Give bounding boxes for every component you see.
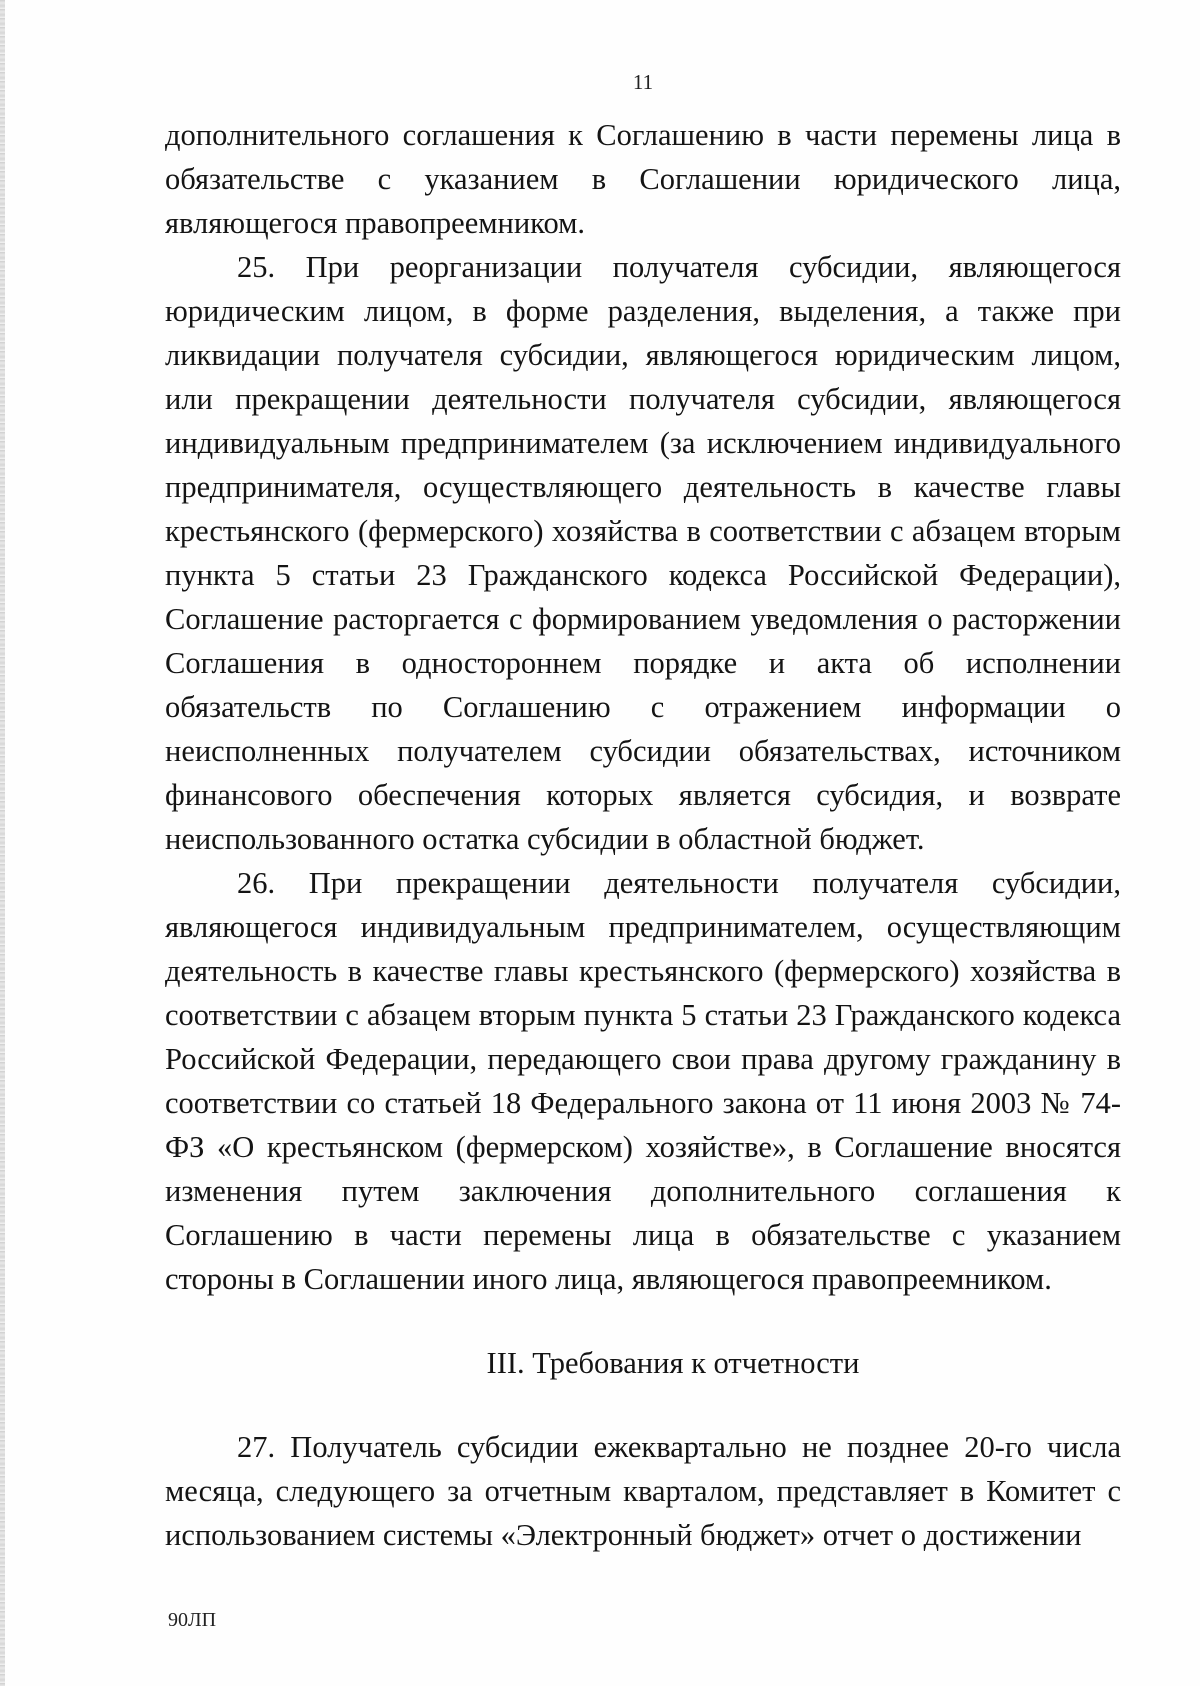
paragraph-26: 26. При прекращении деятельности получателя субсидии, являющегося индивидуальным предпринимателем, осуществляющим деятельность в качестве главы крестьянского (фермерского) хозяйства в соответствии с абзацем вторым пункта 5 статьи 23 Гражданского кодекса Российской Федерации, передающего свои права другому гражданину в соответствии со статьей 18 Федерального закона от 11 июня 2003 № 74-ФЗ «О крестьянском (фермерском) хозяйстве», в Соглашение вносятся изменения путем заключения дополнительного соглашения к Соглашению в части перемены лица в обязательстве с указанием стороны в Соглашении иного лица, являющегося правопреемником. <box>165 866 1121 1296</box>
paragraph-27: 27. Получатель субсидии ежеквартально не позднее 20-го числа месяца, следующего за отчетным кварталом, представляет в Комитет с использованием системы «Электронный бюджет» отчет о достижении <box>165 1430 1121 1552</box>
page-number: 11 <box>632 70 654 94</box>
paragraph-25: 25. При реорганизации получателя субсидии, являющегося юридическим лицом, в форме разделения, выделения, а также при ликвидации получателя субсидии, являющегося юридическим лицом, или прекращении деятельности получателя субсидии, являющегося индивидуальным предпринимателем (за исключением индивидуального предпринимателя, осуществляющего деятельность в качестве главы крестьянского (фермерского) хозяйства в соответствии с абзацем вторым пункта 5 статьи 23 Гражданского кодекса Российской Федерации), Соглашение расторгается с формированием уведомления о расторжении Соглашения в одностороннем порядке и акта об исполнении обязательств по Соглашению с отражением информации о неисполненных получателем субсидии обязательствах, источником финансового обеспечения которых является субсидия, и возврате неиспользованного остатка субсидии в областной бюджет. <box>165 250 1121 856</box>
document-body <box>165 113 1121 1557</box>
paragraph-continuation: дополнительного соглашения к Соглашению в части перемены лица в обязательстве с указанием в Соглашении юридического лица, являющегося правопреемником. <box>165 118 1121 240</box>
footer-code: 90ЛП <box>168 1609 217 1631</box>
scan-edge <box>0 0 5 1686</box>
section-heading: III. Требования к отчетности <box>486 1346 860 1380</box>
